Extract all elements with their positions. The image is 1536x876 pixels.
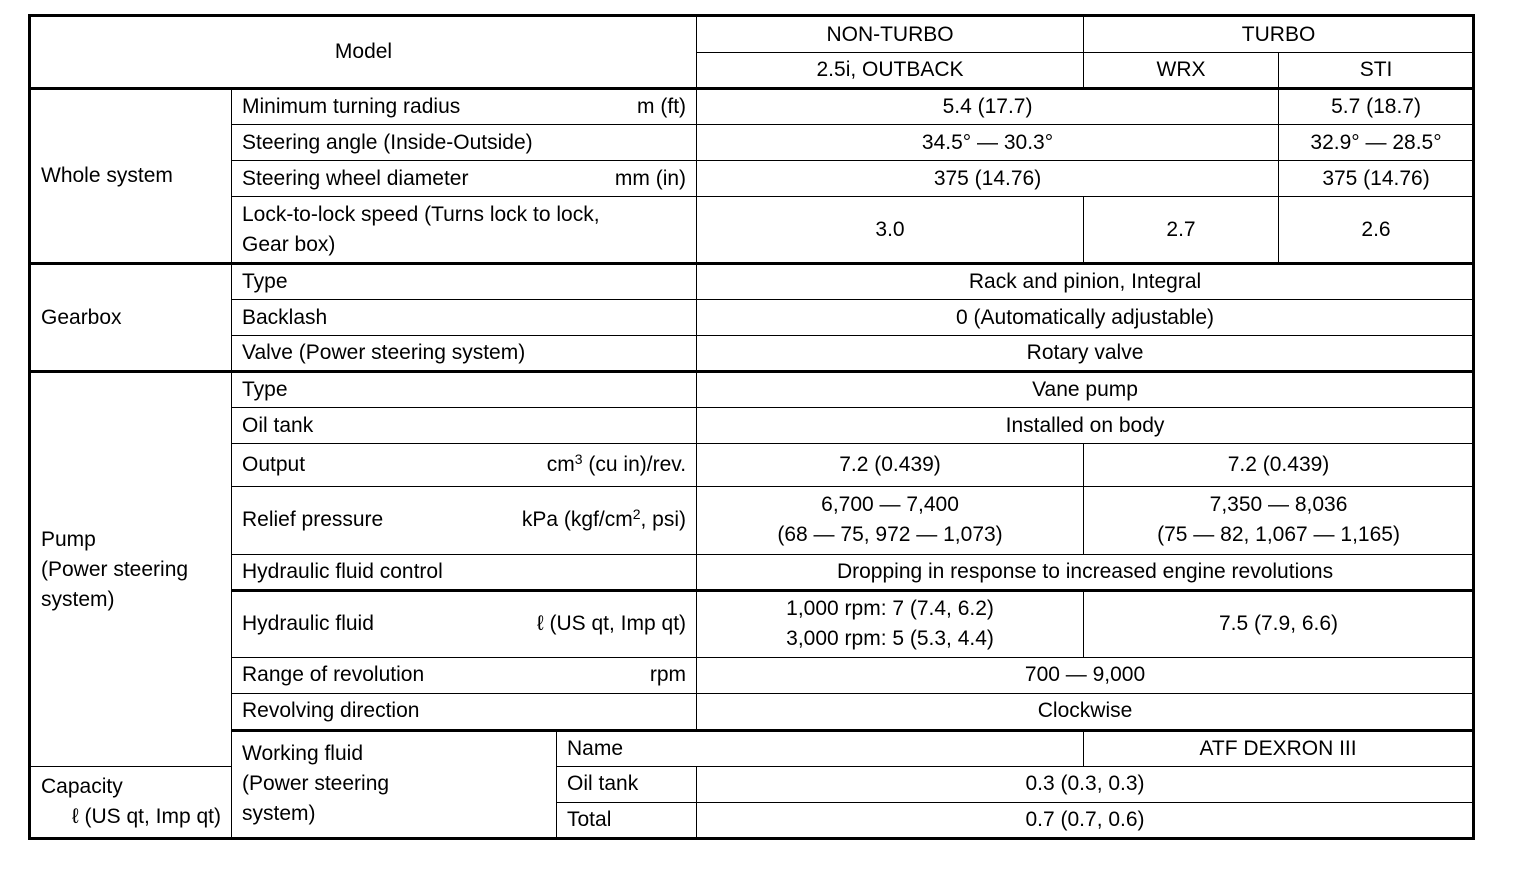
wrx-header: WRX (1084, 53, 1279, 89)
non-turbo-header: NON-TURBO (697, 16, 1084, 53)
model-header: Model (30, 16, 697, 89)
backlash-value: 0 (Automatically adjustable) (697, 300, 1474, 336)
fluid-control-label: Hydraulic fluid control (232, 554, 697, 590)
pump-type-row (30, 372, 1474, 408)
capacity-oil-tank-label: Oil tank (557, 766, 697, 802)
relief-pressure-value-turbo: 7,350 — 8,036 (75 — 82, 1,067 — 1,165) (1084, 487, 1474, 554)
relief-pressure-row (30, 487, 1474, 554)
gearbox-type-row (30, 264, 1474, 300)
range-value: 700 — 9,000 (697, 657, 1474, 693)
relief-pressure-label: Relief pressure kPa ($kgf/cm^2$, psi) (232, 487, 697, 554)
capacity-total-value: 0.7 (0.7, 0.6) (697, 802, 1474, 838)
gearbox-type-value: Rack and pinion, Integral (697, 264, 1474, 300)
capacity-oil-tank-value: 0.3 (0.3, 0.3) (697, 766, 1474, 802)
turning-radius-row (30, 89, 1474, 125)
turning-radius-value-sti: 5.7 (18.7) (1279, 89, 1474, 125)
valve-value: Rotary valve (697, 336, 1474, 372)
lock-to-lock-value-sti: 2.6 (1279, 197, 1474, 264)
valve-label: Valve (Power steering system) (232, 336, 697, 372)
fluid-control-row (30, 554, 1474, 590)
oil-tank-row (30, 408, 1474, 444)
hydraulic-fluid-label: Hydraulic fluid ℓ (US qt, Imp qt) (232, 590, 697, 657)
fluid-name-row (30, 730, 1474, 766)
direction-row (30, 693, 1474, 730)
fluid-control-value: Dropping in response to increased engine revolutions (697, 554, 1474, 590)
gearbox-group: Gearbox (30, 264, 232, 372)
lock-to-lock-value-wrx: 2.7 (1084, 197, 1279, 264)
whole-system-group: Whole system (30, 89, 232, 264)
outback-header: 2.5i, OUTBACK (697, 53, 1084, 89)
fluid-name-label: Name (557, 730, 1084, 766)
output-label: Output $cm^3$ (cu in)/rev. (232, 444, 697, 487)
relief-pressure-value-nonturbo: 6,700 — 7,400 (68 — 75, 972 — 1,073) (697, 487, 1084, 554)
output-row (30, 444, 1474, 487)
fluid-name-value: ATF DEXRON III (1084, 730, 1474, 766)
turning-radius-value-a: 5.4 (17.7) (697, 89, 1279, 125)
oil-tank-label: Oil tank (232, 408, 697, 444)
oil-tank-value: Installed on body (697, 408, 1474, 444)
direction-value: Clockwise (697, 693, 1474, 730)
header-row-1 (30, 16, 1474, 53)
wheel-diameter-label: Steering wheel diameter mm (in) (232, 161, 697, 197)
output-value-turbo: 7.2 (0.439) (1084, 444, 1474, 487)
turning-radius-label: Minimum turning radius m (ft) (232, 89, 697, 125)
pump-type-label: Type (232, 372, 697, 408)
steering-spec-table (28, 14, 1475, 840)
lock-to-lock-value-outback: 3.0 (697, 197, 1084, 264)
direction-label: Revolving direction (232, 693, 697, 730)
wheel-diameter-value-a: 375 (14.76) (697, 161, 1279, 197)
wheel-diameter-row (30, 161, 1474, 197)
hydraulic-fluid-value-nonturbo: 1,000 rpm: 7 (7.4, 6.2) 3,000 rpm: 5 (5.3, 4.4) (697, 590, 1084, 657)
steering-angle-value-a: 34.5° — 30.3° (697, 125, 1279, 161)
range-label: Range of revolution rpm (232, 657, 697, 693)
steering-angle-row (30, 125, 1474, 161)
capacity-total-label: Total (557, 802, 697, 838)
capacity-label: Capacity ℓ (US qt, Imp qt) (30, 766, 232, 838)
working-fluid-group: Working fluid (Power steering system) (232, 730, 557, 838)
hydraulic-fluid-row (30, 590, 1474, 657)
valve-row (30, 336, 1474, 372)
backlash-row (30, 300, 1474, 336)
sti-header: STI (1279, 53, 1474, 89)
hydraulic-fluid-value-turbo: 7.5 (7.9, 6.6) (1084, 590, 1474, 657)
output-value-nonturbo: 7.2 (0.439) (697, 444, 1084, 487)
turbo-header: TURBO (1084, 16, 1474, 53)
backlash-label: Backlash (232, 300, 697, 336)
steering-angle-value-sti: 32.9° — 28.5° (1279, 125, 1474, 161)
pump-group: Pump (Power steering system) (30, 372, 232, 766)
lock-to-lock-label: Lock-to-lock speed (Turns lock to lock, Gear box) (232, 197, 697, 264)
wheel-diameter-value-sti: 375 (14.76) (1279, 161, 1474, 197)
lock-to-lock-row (30, 197, 1474, 264)
range-row (30, 657, 1474, 693)
steering-angle-label: Steering angle (Inside-Outside) (232, 125, 697, 161)
gearbox-type-label: Type (232, 264, 697, 300)
pump-type-value: Vane pump (697, 372, 1474, 408)
